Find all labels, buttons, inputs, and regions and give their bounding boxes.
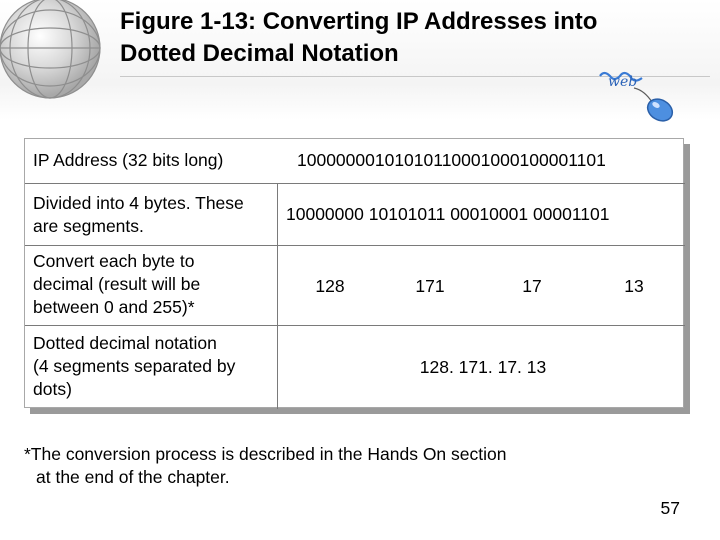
page-number: 57 bbox=[660, 498, 680, 518]
label-line: Divided into 4 bytes. These bbox=[33, 193, 244, 213]
conversion-table bbox=[24, 138, 684, 408]
web-mouse-icon bbox=[594, 66, 684, 126]
decimal-3: 17 bbox=[522, 276, 542, 296]
label-line: decimal (result will be bbox=[33, 274, 201, 294]
row-ip-label: IP Address (32 bits long) bbox=[33, 150, 224, 170]
label-line: dots) bbox=[33, 379, 72, 399]
segment-4: 00001101 bbox=[532, 204, 610, 224]
label-line: (4 segments separated by bbox=[33, 356, 236, 376]
header-band bbox=[0, 0, 720, 120]
title-line-1: Figure 1-13: Converting IP Addresses into bbox=[120, 8, 598, 35]
footnote-line-2: at the end of the chapter. bbox=[36, 467, 230, 487]
row-dotted-label bbox=[33, 332, 277, 401]
row-divider bbox=[25, 183, 685, 184]
globe-icon bbox=[0, 0, 106, 104]
segment-1: 10000000 bbox=[286, 204, 364, 224]
column-divider bbox=[277, 183, 278, 409]
footnote-line-1: *The conversion process is described in the Hands On section bbox=[24, 444, 507, 464]
svg-text:web: web bbox=[608, 74, 638, 90]
row-decimal-label bbox=[33, 250, 277, 319]
row-divider bbox=[25, 325, 685, 326]
title-line-2: Dotted Decimal Notation bbox=[120, 40, 399, 67]
decimal-2: 171 bbox=[415, 276, 445, 296]
row-bytes-segments bbox=[286, 203, 686, 226]
label-line: are segments. bbox=[33, 216, 144, 236]
label-line: between 0 and 255)* bbox=[33, 297, 195, 317]
table-panel bbox=[24, 138, 684, 408]
label-line: Convert each byte to bbox=[33, 251, 195, 271]
decimal-1: 128 bbox=[315, 276, 345, 296]
segment-2: 10101011 bbox=[368, 204, 446, 224]
decimal-4: 13 bbox=[624, 276, 644, 296]
page-title bbox=[120, 6, 710, 70]
row-ip-value: 10000000101010110001000100001101 bbox=[297, 150, 606, 170]
footnote bbox=[24, 443, 624, 489]
label-line: Dotted decimal notation bbox=[33, 333, 217, 353]
segment-3: 00010001 bbox=[450, 204, 529, 224]
row-divider bbox=[25, 245, 685, 246]
row-dotted-value: 128. 171. 17. 13 bbox=[419, 357, 547, 377]
row-bytes-label bbox=[33, 192, 277, 238]
